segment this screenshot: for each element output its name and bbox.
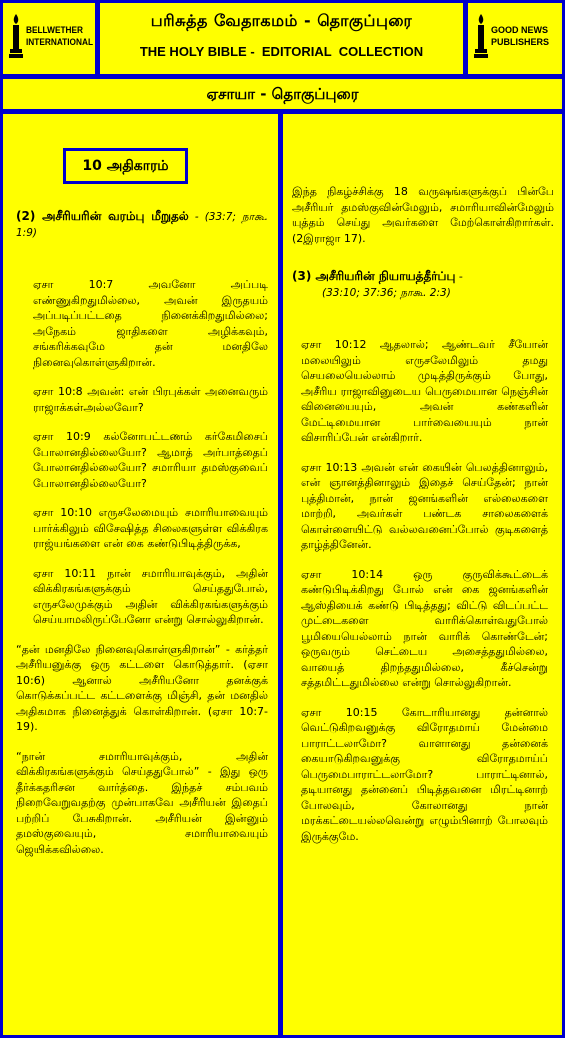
logo-left-line2: INTERNATIONAL	[26, 37, 94, 47]
section-heading-title: (2) அசீரியரின் வரம்பு மீறுதல்	[16, 209, 189, 223]
verse-paragraph: ஏசா 10:10 எருசலேமையும் சமாரியாவையும் பார்க்கிலும் விசேஷித்த சிலைகளுள்ள விக்கிரக ராஜ்யங்களை என் கை கண்டுபிடித்திருக்க,	[33, 506, 268, 550]
logo-left-line1: BELLWETHER	[26, 25, 84, 35]
verse-paragraph: ஏசா 10:8 அவன்: என் பிரபுக்கள் அனைவரும் ராஜாக்கள்அல்லவோ?	[33, 385, 268, 414]
section-heading	[292, 268, 554, 301]
section-heading-ref: (33:10; 37:36; நாகூ. 2:3)	[322, 287, 451, 299]
commentary-paragraph: இந்த நிகழ்ச்சிக்கு 18 வருஷங்களுக்குப் பின்பே அசீரியர் தமஸ்குவின்மேலும், சமாரியாவின்மேலும் யுத்தம் செய்து அவர்களை மேற்கொள்கிறார்கள். (2இராஜா 17).	[292, 185, 554, 245]
page-header	[100, 3, 463, 74]
right-column	[283, 114, 562, 1035]
verse-paragraph: ஏசா 10:15 கோடாரியானது தன்னால் வெட்டுகிறவனுக்கு விரோதமாய் மேன்மை பாராட்டலாமோ? வாளானது தன்னைக் கையாடுகிறவனுக்கு விரோதமாய்ப் பெருமைபாராட்டலாமோ? பாராட்டினால், தடியானது தன்னைப் பிடித்தவனை மிரட்டினாற் போலவும், கோலானது நான் மரக்கட்டையல்லவென்று எழும்பினாற் போலவும் இருக்குமே.	[301, 705, 548, 843]
left-column	[3, 114, 278, 1035]
verse-paragraph: ஏசா 10:12 ஆதலால்; ஆண்டவர் சீயோன் மலையிலும் எருசலேமிலும் தமது செயலையெல்லாம் முடித்திருக்கும் போது, அசீரிய ராஜாவினுடைய பெருமையான நெஞ்சின் வினையையும், அவன் கண்களின் மேட்டிமையான பார்வையையும் நான் விசாரிப்பேன் என்கிறார்.	[301, 338, 548, 444]
verse-paragraph: ஏசா 10:11 நான் சமாரியாவுக்கும், அதின் விக்கிரகங்களுக்கும் செய்ததுபோல், எருசலேமுக்கும் அதின் விக்கிரகங்களுக்கும் செய்யாமலிருப்பேனோ என்று சொல்லுகிறான்.	[33, 566, 268, 626]
candle-icon	[9, 13, 23, 59]
section-heading	[16, 208, 268, 241]
publisher-logo-right	[468, 3, 562, 74]
section-heading-title: (3) அசீரியரின் நியாயத்தீர்ப்பு	[292, 269, 456, 283]
logo-right-line2: PUBLISHERS	[491, 37, 550, 47]
publisher-logo-left	[3, 3, 95, 74]
book-title: ஏசாயா - தொகுப்புரை	[206, 85, 359, 103]
book-title-bar	[3, 79, 562, 109]
commentary-paragraph: “நான் சமாரியாவுக்கும், அதின் விக்கிரகங்களுக்கும் செய்ததுபோல்” - இது ஒரு தீர்க்கதரிசன வார்த்தை. இந்தச் சம்பவம் நிறைவேறுவதற்கு முன்பாகவே அசீரியன் இதைப் பற்றிப் பேசுகிறான். அசீரியன் இன்னும் தமஸ்குவையும், சமாரியாவையும் ஜெயிக்கவில்லை.	[16, 749, 268, 856]
verse-paragraph: ஏசா 10:13 அவன் என் கையின் பெலத்தினாலும், என் ஞானத்தினாலும் இதைச் செய்தேன்; நான் புத்திமான், நான் ஜனங்களின் எல்லைகளை மாற்றி, அவர்கள் பண்டக சாலைகளைக் கொள்ளையிட்டு வல்லவனைப்போல் குடிகளைத் தாழ்த்தினேன்.	[301, 460, 548, 551]
header-title-english: THE HOLY BIBLE - EDITORIAL COLLECTION	[139, 44, 424, 59]
verse-paragraph: ஏசா 10:14 ஒரு குருவிக்கூட்டைக் கண்டுபிடிக்கிறது போல் என் கை ஜனங்களின் ஆஸ்தியைக் கண்டு பிடித்தது; விட்டு விடப்பட்ட முட்டைகளை வாரிக்கொள்வதுபோல் பூமியையெல்லாம் நான் வாரிக் கொண்டேன்; ஒருவரும் செட்டைய அசைத்ததுமில்லை, வாயைத் திறந்ததுமில்லை, கீச்சென்று சத்தமிட்டதுமில்லை என்று சொல்லுகிறான்.	[301, 567, 548, 689]
section-heading-ref: - (33:7; நாகூ. 1:9)	[16, 211, 268, 239]
logo-right-line1: GOOD NEWS	[491, 25, 549, 35]
candle-icon	[474, 13, 488, 59]
verse-paragraph: ஏசா 10:9 கல்னோபட்டணம் கர்கேமிசைப் போலானதில்லையோ? ஆமாத் அர்பாத்தைப் போலானதில்லையோ? சமாரியா தமஸ்குவைப் போலானதில்லையோ?	[33, 430, 268, 490]
commentary-paragraph: “தன் மனதிலே நினைவுகொள்ளுகிறான்” - கர்த்தர் அசீரியனுக்கு ஒரு கட்டளை கொடுத்தார். (ஏசா 10:6) ஆனால் அசீரியனோ தனக்குக் கொடுக்கப்பட்ட கட்டளைக்கு மிஞ்சி, தன் மனதில் அதிகமாக நினைத்துக் கொள்கிறான். (ஏசா 10:7-19).	[16, 642, 268, 733]
section-heading-dash: -	[458, 270, 463, 283]
header-title-tamil: பரிசுத்த வேதாகமம் - தொகுப்புரை	[150, 11, 413, 30]
verse-paragraph: ஏசா 10:7 அவனோ அப்படி எண்ணுகிறதுமில்லை, அவன் இருதயம் அப்படிப்பட்டதை நினைக்கிறதுமில்லை; அநேகம் ஜாதிகளை அழிக்கவும், சங்கரிக்கவுமே தன் மனதிலே நினைவுகொள்ளுகிறான்.	[33, 278, 268, 369]
chapter-label: 10 அதிகாரம்	[63, 148, 188, 184]
